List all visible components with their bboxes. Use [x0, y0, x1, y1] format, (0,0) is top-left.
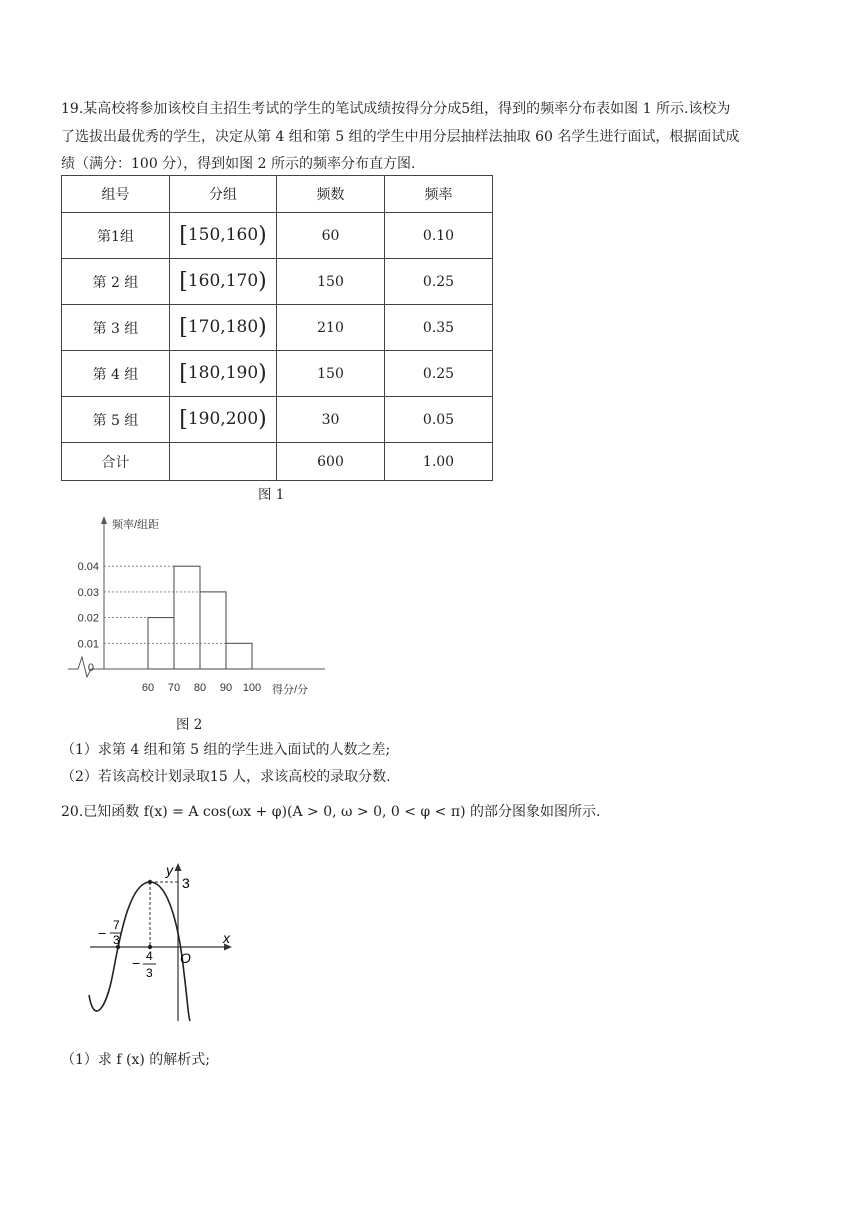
- y-tick-label: 0.02: [77, 612, 99, 625]
- interval-cell: [170,180): [170, 305, 277, 351]
- frequency-cell: 0.25: [385, 259, 493, 305]
- x-tick-label: 80: [193, 682, 207, 694]
- frequency-cell: 0.35: [385, 305, 493, 351]
- max-value-label: 3: [182, 875, 190, 891]
- frequency-cell: 0.05: [385, 397, 493, 443]
- y-axis-title: 频率/组距: [112, 519, 160, 531]
- q19-line-3: 绩（满分：100 分），得到如图 2 所示的频率分布直方图.: [61, 156, 416, 172]
- count-cell: 30: [277, 397, 385, 443]
- table-total-row: [62, 443, 493, 481]
- x-tick-label: 70: [167, 682, 181, 694]
- interval-cell: [180,190): [170, 351, 277, 397]
- histogram-bar: [226, 643, 252, 669]
- q20-subquestion-1: （1）求 f (x) 的解析式;: [61, 1052, 210, 1068]
- group-cell: 第 5 组: [62, 397, 170, 443]
- label-a-sign: −: [98, 925, 107, 941]
- y-axis-arrow-icon: [101, 516, 107, 524]
- q19-subquestion-1: （1）求第 4 组和第 5 组的学生进入面试的人数之差;: [61, 742, 391, 758]
- header-frequency: 频率: [385, 176, 493, 213]
- histogram-bar: [174, 566, 200, 669]
- x-tick-label: 90: [219, 682, 233, 694]
- frequency-table: [61, 175, 493, 481]
- peak-point: [148, 880, 152, 884]
- header-group-no: 组号: [62, 176, 170, 213]
- cosine-graph: [80, 855, 250, 1025]
- q19-subquestion-2: （2）若该高校计划录取15 人，求该高校的录取分数.: [61, 769, 391, 785]
- y-tick-label: 0.03: [77, 586, 99, 599]
- group-cell: 第 2 组: [62, 259, 170, 305]
- table-row: [62, 259, 493, 305]
- y-tick-label: 0.04: [77, 561, 99, 574]
- total-interval-empty: [170, 443, 277, 481]
- count-cell: 150: [277, 351, 385, 397]
- interval-cell: [160,170): [170, 259, 277, 305]
- frequency-histogram: [60, 512, 350, 708]
- origin-label: O: [180, 950, 191, 966]
- x-tick-label: 100: [242, 682, 262, 694]
- interval-cell: [150,160): [170, 213, 277, 259]
- total-count: 600: [277, 443, 385, 481]
- frequency-cell: 0.25: [385, 351, 493, 397]
- interval-cell: [190,200): [170, 397, 277, 443]
- q19-line-1: 19.某高校将参加该校自主招生考试的学生的笔试成绩按得分分成5组，得到的频率分布表如图 1 所示.该校为: [61, 101, 731, 117]
- count-cell: 150: [277, 259, 385, 305]
- label-b-numerator: 4: [146, 949, 153, 963]
- q20-stem: 20.已知函数 f(x) = A cos(ωx + φ)(A > 0, ω > 0, 0 < φ < π) 的部分图象如图所示.: [61, 804, 601, 820]
- frequency-cell: 0.10: [385, 213, 493, 259]
- x-axis-line: [68, 657, 325, 677]
- group-cell: 第1组: [62, 213, 170, 259]
- figure-1-caption: 图 1: [258, 487, 285, 503]
- y-axis-arrow-icon: [175, 863, 182, 871]
- header-count: 频数: [277, 176, 385, 213]
- x-axis-title: 得分/分: [272, 684, 309, 696]
- table-row: [62, 351, 493, 397]
- group-cell: 第 3 组: [62, 305, 170, 351]
- table-row: [62, 305, 493, 351]
- label-b-sign: −: [132, 955, 141, 971]
- table-row: [62, 213, 493, 259]
- table-header-row: [62, 176, 493, 213]
- label-a-numerator: 7: [113, 918, 120, 932]
- table-row: [62, 397, 493, 443]
- total-label: 合计: [62, 443, 170, 481]
- q19-line-2: 了选拔出最优秀的学生，决定从第 4 组和第 5 组的学生中用分层抽样法抽取 60 名学生进行面试，根据面试成: [61, 129, 740, 145]
- label-b-denominator: 3: [146, 966, 153, 980]
- label-a-denominator: 3: [113, 933, 120, 947]
- count-cell: 210: [277, 305, 385, 351]
- y-axis-label: y: [166, 862, 173, 878]
- x-tick-label: 60: [141, 682, 155, 694]
- cosine-curve: [89, 882, 190, 1021]
- total-frequency: 1.00: [385, 443, 493, 481]
- group-cell: 第 4 组: [62, 351, 170, 397]
- y-tick-label: 0: [87, 662, 94, 674]
- x-axis-label: x: [223, 930, 230, 946]
- histogram-bar: [200, 592, 226, 669]
- count-cell: 60: [277, 213, 385, 259]
- header-interval: 分组: [170, 176, 277, 213]
- figure-2-caption: 图 2: [176, 717, 203, 733]
- y-tick-label: 0.01: [77, 638, 99, 651]
